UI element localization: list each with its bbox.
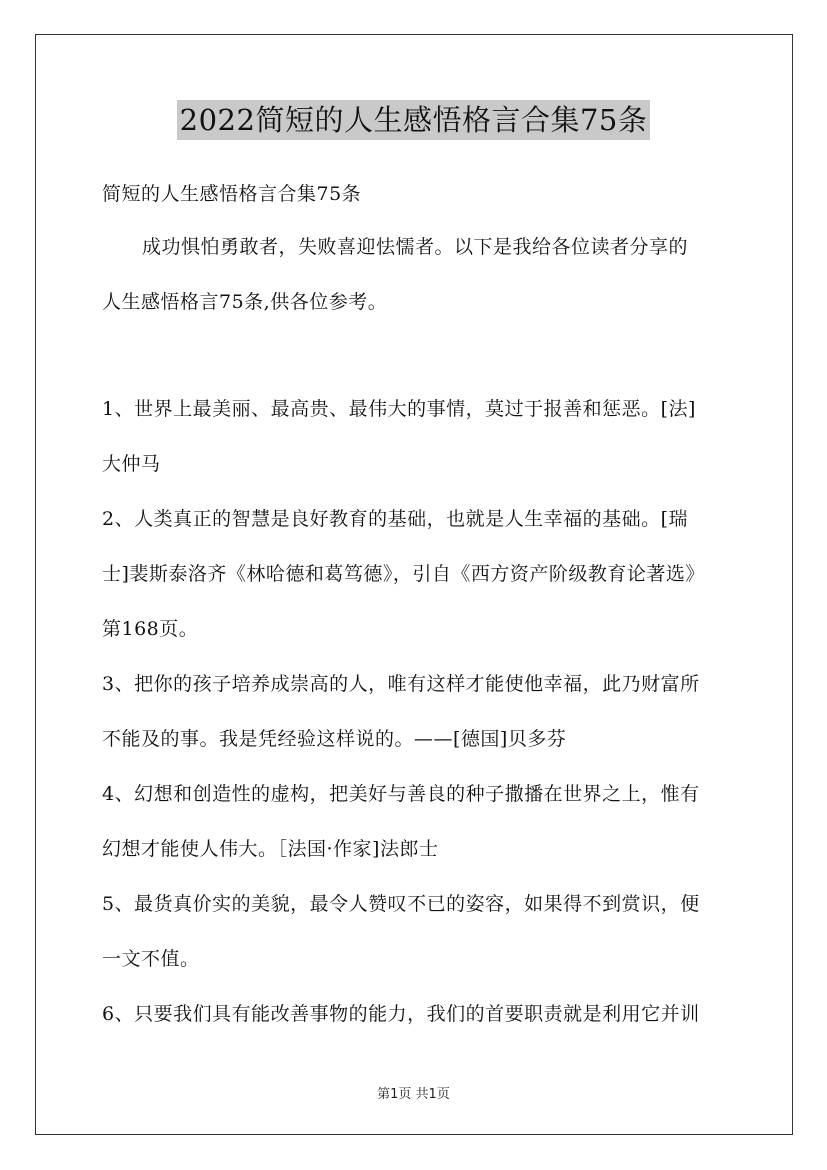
intro-paragraph: [102, 220, 742, 330]
quote-item-5-line-1: 5、最货真价实的美貌，最令人赞叹不已的姿容，如果得不到赏识，便: [102, 893, 700, 915]
quote-item-1-line-2: 大仲马: [102, 453, 161, 475]
quote-item-2-line-3: 第168页。: [102, 618, 199, 640]
quote-item-2-line-2: 士]裴斯泰洛齐《林哈德和葛笃德》，引自《西方资产阶级教育论著选》: [102, 563, 705, 585]
intro-line: 成功惧怕勇敢者，失败喜迎怯懦者。以下是我给各位读者分享的: [142, 236, 689, 258]
title-container: [0, 100, 827, 140]
quote-item-4-line-1: 4、幻想和创造性的虚构，把美好与善良的种子撒播在世界之上，惟有: [102, 783, 700, 805]
document-title: 2022简短的人生感悟格言合集75条: [177, 100, 651, 140]
quote-item-1-line-1: 1、世界上最美丽、最高贵、最伟大的事情，莫过于报善和惩恶。[法]: [102, 398, 696, 420]
page-footer: [0, 1083, 827, 1102]
subtitle-block: [102, 167, 742, 222]
quote-item-5-line-2: 一文不值。: [102, 948, 200, 970]
quote-item-2-line-1: 2、人类真正的智慧是良好教育的基础，也就是人生幸福的基础。[瑞: [102, 508, 689, 530]
quote-list: [102, 382, 742, 1042]
quote-item-6-line-1: 6、只要我们具有能改善事物的能力，我们的首要职责就是利用它并训: [102, 1003, 700, 1025]
page-number: 第1页 共1页: [377, 1087, 450, 1102]
document-subtitle: 简短的人生感悟格言合集75条: [102, 183, 362, 205]
quote-item-4-line-2: 幻想才能使人伟大。［法国·作家]法郎士: [102, 838, 439, 860]
quote-item-3-line-1: 3、把你的孩子培养成崇高的人，唯有这样才能使他幸福，此乃财富所: [102, 673, 700, 695]
quote-item-3-line-2: 不能及的事。我是凭经验这样说的。——[德国]贝多芬: [102, 728, 567, 750]
intro-line: 人生感悟格言75条,供各位参考。: [102, 291, 388, 313]
